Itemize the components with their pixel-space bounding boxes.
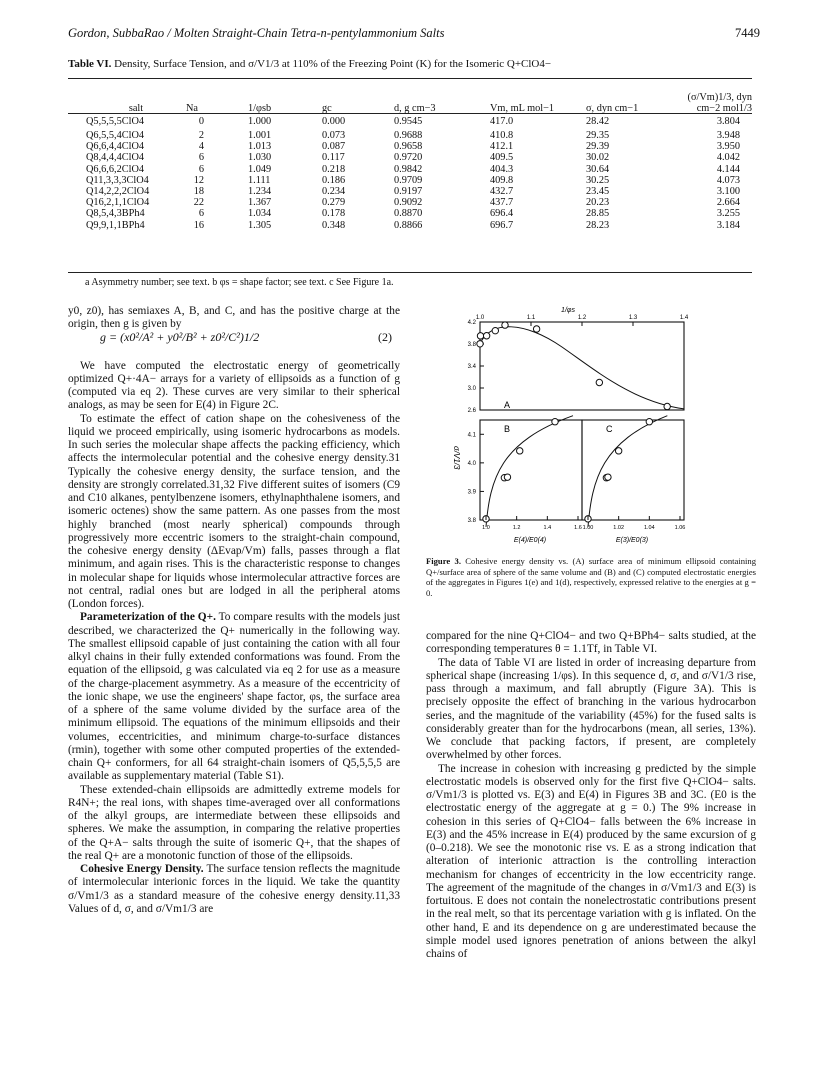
table-row <box>68 141 752 152</box>
equation-number: (2) <box>378 330 392 344</box>
value-cell: 1.013 <box>248 141 272 153</box>
value-cell: 409.8 <box>490 174 514 186</box>
value-cell: 412.1 <box>490 141 514 153</box>
value-cell: 696.4 <box>490 208 514 220</box>
panel-c-frame <box>582 420 684 520</box>
value-cell: 409.5 <box>490 152 514 164</box>
column-header: gc <box>322 103 332 114</box>
panel-a-point <box>483 333 489 339</box>
panel-a-point <box>533 326 539 332</box>
table-row <box>68 130 752 141</box>
panel-c-point <box>646 419 652 425</box>
value-cell: 4.073 <box>716 174 740 186</box>
value-cell: 0.9720 <box>394 152 423 164</box>
panel-b-x-tick-label: 1.2 <box>512 525 521 531</box>
y-axis-label: σ/V1/3 <box>452 446 461 470</box>
value-cell: 0.9545 <box>394 116 423 128</box>
paragraph <box>68 611 400 783</box>
panel-b-point <box>552 419 558 425</box>
right-column <box>426 630 756 961</box>
table-row <box>68 208 752 219</box>
salt-cell: Q14,2,2,2ClO4 <box>86 186 150 198</box>
figure-caption <box>426 556 756 598</box>
column-header: (σ/Vm)1/3, dyn cm−2 mol1/3 <box>687 92 752 114</box>
value-cell: 4 <box>198 141 204 153</box>
value-cell: 1.049 <box>248 163 272 175</box>
paragraph: We have computed the electrostatic energy of geometrically optimized Q+·4A− arrays for a variety of ellipsoids as a function of g (computed via eq 2). These curves are very similar to their spherical analogs, as may be seen for E(4) in Figure 2C. <box>68 359 400 412</box>
top-tick-label: 1.3 <box>628 315 638 321</box>
salt-cell: Q6,5,5,4ClO4 <box>86 130 145 141</box>
table-caption-text: Density, Surface Tension, and σ/V1/3 at 110% of the Freezing Point (K) for the Isomeric Q+ClO4− <box>114 58 552 70</box>
value-cell: 3.950 <box>716 141 740 153</box>
table-row <box>68 175 752 186</box>
value-cell: 3.184 <box>716 219 740 231</box>
value-cell: 0.9197 <box>394 186 423 198</box>
panel-b-x-tick-label: 1.6 <box>574 525 582 531</box>
value-cell: 437.7 <box>490 197 514 209</box>
value-cell: 3.255 <box>716 208 740 220</box>
value-cell: 0.117 <box>322 152 345 164</box>
section-heading: Cohesive Energy Density. <box>80 863 204 875</box>
value-cell: 0.8866 <box>394 219 423 231</box>
panel-c-x-tick-label: 1.02 <box>613 525 625 531</box>
section-heading: Parameterization of the Q+. <box>80 611 216 624</box>
page-number: 7449 <box>735 26 760 40</box>
panel-a-label: A <box>504 400 511 410</box>
value-cell: 1.234 <box>248 186 272 198</box>
top-tick-label: 1.2 <box>577 315 587 321</box>
value-cell: 1.111 <box>248 174 271 186</box>
salt-cell: Q9,9,1,1BPh4 <box>86 219 145 231</box>
panel-a-frame <box>480 322 684 410</box>
value-cell: 1.034 <box>248 208 272 220</box>
paragraph: These extended-chain ellipsoids are admittedly extreme models for R4N+; the real ions, with shapes time-averaged over all conformations of the alkyl groups, are intermediate between these ellipsoids and spheres. We make the assumption, in comparing the relative properties of the Q+A− salts through the suite of isomeric Q+, that the shapes of the real Q+ are a monotonic function of those of the ellipsoids. <box>68 783 400 862</box>
value-cell: 1.030 <box>248 152 272 164</box>
panel-a-point <box>477 341 483 347</box>
value-cell: 417.0 <box>490 116 514 128</box>
y-tick-label: 4.0 <box>467 460 476 467</box>
value-cell: 16 <box>193 219 204 231</box>
y-tick-label: 2.6 <box>467 408 476 414</box>
y-tick-label: 3.0 <box>467 386 476 392</box>
panel-a-point <box>664 403 670 409</box>
value-cell: 0.073 <box>322 130 346 141</box>
value-cell: 0.9688 <box>394 130 423 141</box>
table-caption <box>68 58 551 70</box>
paragraph: compared for the nine Q+ClO4− and two Q+BPh4− salts studied, at the corresponding temperatures θ = 1.1Tf, in Table VI. <box>426 630 756 656</box>
value-cell: 0.178 <box>322 208 346 220</box>
value-cell: 29.39 <box>586 141 610 153</box>
value-cell: 18 <box>193 186 204 198</box>
figure-caption-text: Cohesive energy density vs. (A) surface area of minimum ellipsoid containing Q+/surface area of sphere of the same volume and (B) and (C) computed electrostatic energies of the aggregates in Figures 1(e) and 1(d), respectively, expressed relative to the energies at g = 0. <box>426 556 756 598</box>
table-label: Table VI. <box>68 58 112 70</box>
salt-cell: Q11,3,3,3ClO4 <box>86 174 149 186</box>
paragraph: To estimate the effect of cation shape on the cohesiveness of the liquid we proceed empirically, using isomeric hydrocarbons as models. In such series the molecular shape affects the packing efficiency, which affects the intermolecular potential and the cohesive energy density.31 Typically the cohesive energy density, the surface tension, and the density are strongly correlated.31,32 Five different suites of isomers (C9 and C10 alkanes, pentylbenzene isomers, ethylnaphthalene isomers, and isomeric octenes) show the same pattern. As one passes from the most highly branched (most nearly spherical) compounds through progressively more eccentric isomers to the straight-chain compound, the cohesive energy density (ΔEvap/Vm) falls, passes through a flat minimum, and again rises. This is the characteristic response to changes in molecular shape for liquids whose intermolecular attractive forces are not central, radial ones but are lodged in all the peripheral atoms (London forces). <box>68 412 400 610</box>
salt-cell: Q16,2,1,1ClO4 <box>86 197 150 209</box>
value-cell: 6 <box>198 163 204 175</box>
column-header: σ, dyn cm−1 <box>586 103 639 114</box>
value-cell: 0.218 <box>322 163 346 175</box>
value-cell: 0.348 <box>322 219 346 231</box>
value-cell: 0.000 <box>322 116 346 128</box>
value-cell: 4.144 <box>716 163 740 175</box>
value-cell: 1.001 <box>248 130 272 141</box>
value-cell: 0.279 <box>322 197 346 209</box>
value-cell: 0.087 <box>322 141 346 153</box>
value-cell: 29.35 <box>586 130 610 141</box>
table-row <box>68 114 752 130</box>
paragraph: y0, z0), has semiaxes A, B, and C, and has the positive charge at the origin, then g is given by <box>68 305 400 331</box>
figure-3 <box>440 300 700 550</box>
table-footnote: a Asymmetry number; see text. b φs = shape factor; see text. c See Figure 1a. <box>85 277 394 288</box>
equation-2: g = (x0²/A² + y0²/B² + z0²/C²)1/2 <box>100 330 260 344</box>
panel-b-x-tick-label: 1.0 <box>482 525 490 531</box>
panel-c-label: C <box>606 424 613 434</box>
salt-cell: Q6,6,4,4ClO4 <box>86 141 145 153</box>
salt-cell: Q6,6,6,2ClO4 <box>86 163 145 175</box>
value-cell: 432.7 <box>490 186 514 198</box>
left-column <box>68 305 400 916</box>
value-cell: 6 <box>198 208 204 220</box>
column-header: 1/φsb <box>248 103 272 114</box>
top-tick-label: 1.0 <box>475 315 485 321</box>
table-top-rule <box>68 78 752 79</box>
paragraph <box>68 863 400 916</box>
panel-c-x-tick-label: 1.04 <box>643 525 655 531</box>
table-header-row <box>68 82 752 114</box>
panel-a-point <box>596 379 602 385</box>
value-cell: 3.948 <box>716 130 740 141</box>
value-cell: 22 <box>193 197 204 209</box>
panel-a-point <box>502 322 508 328</box>
top-tick-label: 1.1 <box>526 315 536 321</box>
panel-b-frame <box>480 420 582 520</box>
y-tick-label: 3.8 <box>467 518 476 524</box>
column-header: salt <box>128 103 144 114</box>
data-table <box>68 82 752 231</box>
value-cell: 28.85 <box>586 208 610 220</box>
panel-b-point <box>504 474 510 480</box>
value-cell: 3.804 <box>716 116 740 128</box>
paragraph: The data of Table VI are listed in order of increasing departure from spherical shape (increasing 1/φs). In this sequence d, σ, and σ/V1/3 rise, pass through a maximum, and fall abruptly (Figure 3A). This is precisely opposite the effect of branching in the various hydrocarbon series, and the magnitude of the variability (45%) for the fused salts is considerably greater than for the hydrocarbons (mean, all series, 13%). We conclude that packing factors, if present, are completely overwhelmed by other forces. <box>426 656 756 762</box>
table-bottom-rule <box>68 272 752 273</box>
value-cell: 28.42 <box>586 116 610 128</box>
y-tick-label: 3.9 <box>467 489 476 496</box>
value-cell: 0.234 <box>322 186 346 198</box>
value-cell: 2.664 <box>716 197 740 209</box>
value-cell: 6 <box>198 152 204 164</box>
panel-a-curve <box>480 327 684 409</box>
figure-caption-label: Figure 3. <box>426 556 461 566</box>
salt-cell: Q8,5,4,3BPh4 <box>86 208 145 220</box>
value-cell: 0.9709 <box>394 174 423 186</box>
column-header: d, g cm−3 <box>394 103 436 114</box>
value-cell: 410.8 <box>490 130 514 141</box>
y-tick-label: 3.8 <box>467 342 476 348</box>
y-tick-label: 4.1 <box>467 432 476 439</box>
value-cell: 1.000 <box>248 116 272 128</box>
value-cell: 1.367 <box>248 197 272 209</box>
panel-a-point <box>477 333 483 339</box>
panel-b-xlabel: E(4)/E0(4) <box>513 537 547 544</box>
value-cell: 1.305 <box>248 219 272 231</box>
panel-b-label: B <box>504 424 511 434</box>
value-cell: 0 <box>198 116 204 128</box>
value-cell: 3.100 <box>716 186 740 198</box>
panel-c-x-tick-label: 1.00 <box>582 525 594 531</box>
panel-c-point <box>605 474 611 480</box>
value-cell: 0.8870 <box>394 208 423 220</box>
table-row <box>68 197 752 208</box>
panel-c-xlabel: E(3)/E0(3) <box>615 537 649 544</box>
value-cell: 30.25 <box>586 174 610 186</box>
salt-cell: Q8,4,4,4ClO4 <box>86 152 145 164</box>
salt-cell: Q5,5,5,5ClO4 <box>86 116 145 128</box>
table-row <box>68 152 752 163</box>
table-row <box>68 164 752 175</box>
running-title: Gordon, SubbaRao / Molten Straight-Chain Tetra-n-pentylammonium Salts <box>68 26 445 40</box>
column-header: Vm, mL mol−1 <box>490 103 555 114</box>
value-cell: 30.02 <box>586 152 610 164</box>
panel-c-x-tick-label: 1.06 <box>674 525 686 531</box>
value-cell: 30.64 <box>586 163 610 175</box>
table-row <box>68 220 752 231</box>
panel-a-point <box>492 327 498 333</box>
value-cell: 23.45 <box>586 186 610 198</box>
panel-b-point <box>517 448 523 454</box>
panel-b-curve <box>486 416 573 527</box>
value-cell: 0.9658 <box>394 141 423 153</box>
value-cell: 4.042 <box>716 152 740 164</box>
y-tick-label: 4.2 <box>467 320 476 326</box>
value-cell: 404.3 <box>490 163 514 175</box>
panel-c-curve <box>588 416 667 527</box>
paragraph: The increase in cohesion with increasing g predicted by the simple electrostatic models is observed only for the first five Q+ClO4− salts. σ/Vm1/3 is plotted vs. E(3) and E(4) in Figures 3B and 3C. (E0 is the electrostatic energy of the aggregate at g = 0.) The 9% increase in cohesion in this series of Q+ClO4− falls between the 6% increase in E(3) and the 45% increase in E(4) produced by the same excursion of g (0–0.218). We see the monotonic rise vs. E as a strong indication that alteration of interionic attraction is the controlling interaction mechanism for changes of eccentricity in the low eccentricity range. The agreement of the magnitude of the changes in σ/Vm1/3 and E(3) is fortuitous. E does not contain the nonelectrostatic contributions present in the real melt, so that its percentage variation with g is inflated. On the other hand, E and its dependence on g are underestimated because the simple model used ignores penetration of anions between the alkyl chains of <box>426 762 756 960</box>
y-tick-label: 3.4 <box>467 364 476 370</box>
value-cell: 20.23 <box>586 197 610 209</box>
panel-c-point <box>615 448 621 454</box>
top-tick-label: 1.4 <box>679 315 689 321</box>
table-row <box>68 186 752 197</box>
top-axis-title: 1/φs <box>561 307 575 314</box>
column-header: Na <box>186 103 199 114</box>
value-cell: 12 <box>193 174 204 186</box>
paragraph-text: To compare results with the models just described, we characterized the Q+ numerically in the following way. The smallest ellipsoid capable of just containing the cation with all four alkyl chains in their fully extended conformations was found. From the equation of the ellipsoid, g was calculated via eq 2 for use as a measure of the charge-placement asymmetry. As a measure of the eccentricity of the ionic shape, we use the engineers' shape factor, φs, the surface area of a sphere of the same volume divided by the surface area of the minimum ellipsoid. The equations of the minimum ellipsoids and their volumes, eccentricities, and minimum charge-to-surface distances (rmin), together with some other computed properties of the extended-chain Q+ conformers, for all 64 straight-chain isomers of Q5,5,5,5 are available as supplementary material (Table S1). <box>68 611 400 783</box>
value-cell: 0.9842 <box>394 163 423 175</box>
value-cell: 0.186 <box>322 174 346 186</box>
value-cell: 696.7 <box>490 219 514 231</box>
panel-b-x-tick-label: 1.4 <box>543 525 552 531</box>
value-cell: 0.9092 <box>394 197 423 209</box>
value-cell: 28.23 <box>586 219 610 231</box>
value-cell: 2 <box>198 130 204 141</box>
paragraph-text: The surface tension reflects the magnitude of intermolecular interionic forces in the liquid. We take the quantity σ/Vm1/3 as a standard measure of the cohesive energy density.11,33 Values of d, σ, and σ/Vm1/3 are <box>68 863 400 915</box>
